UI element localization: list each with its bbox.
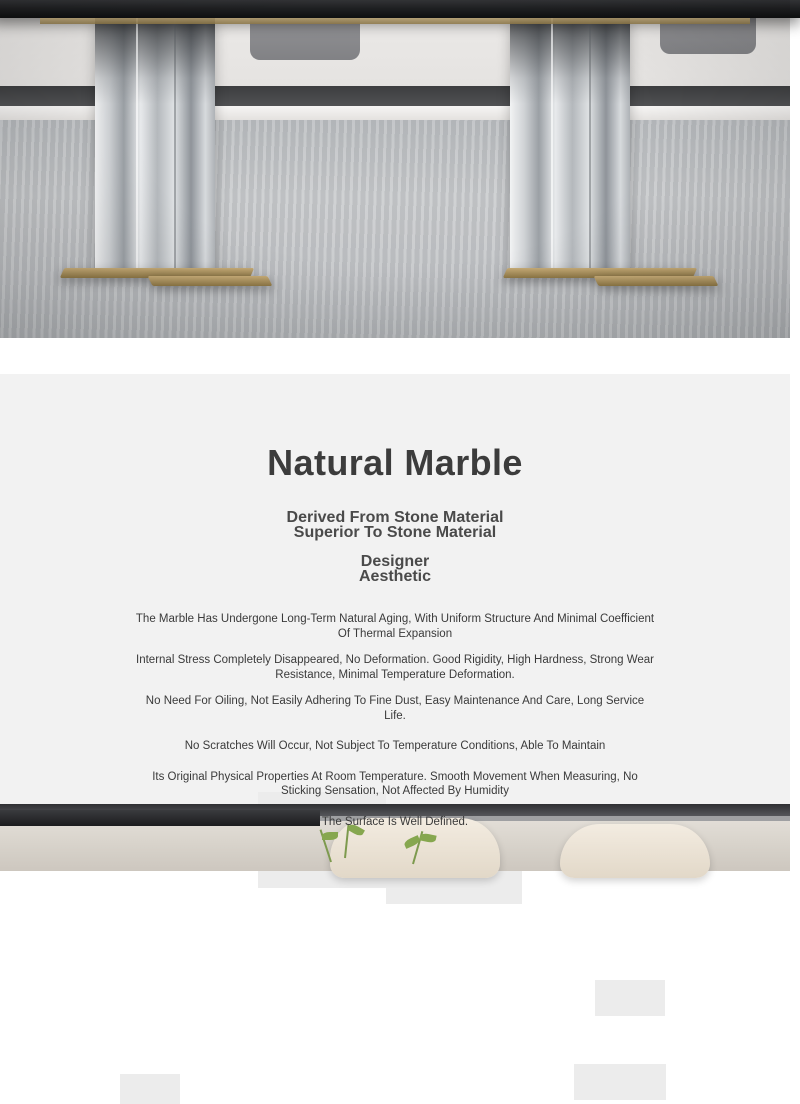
body-paragraph	[135, 815, 655, 830]
subtitle-line: Designer	[360, 553, 430, 570]
subtitle-group-two	[0, 554, 790, 584]
paragraph-text: Its Original Physical Properties At Room Temperature. Smooth Movement When Measuring, No Sticking Sensation, Not Affected By Humidity	[152, 770, 638, 797]
body-paragraph	[135, 770, 655, 799]
natural-marble-section	[0, 374, 790, 828]
body-paragraph	[135, 739, 655, 754]
paragraph-text: Internal Stress Completely Disappeared, No Deformation. Good Rigidity, High Hardness, Strong Wear Resistance, Minimal Temperature Deformation.	[136, 654, 654, 681]
paragraph-text: No Scratches Will Occur, Not Subject To Temperature Conditions, Able To Maintain	[184, 740, 606, 752]
page-title: Natural Marble	[267, 442, 523, 483]
background-block	[595, 980, 665, 1016]
subtitle-line: Derived From Stone Material	[286, 509, 504, 526]
paragraph-text: No Need For Oiling, Not Easily Adhering To Fine Dust, Easy Maintenance And Care, Long Service Life.	[145, 695, 645, 722]
paragraph-spacer	[0, 641, 790, 653]
paragraph-text: The Marble Has Undergone Long-Term Natural Aging, With Uniform Structure And Minimal Coefficient Of Thermal Expansion	[135, 613, 655, 640]
body-paragraph	[135, 694, 655, 723]
paragraph-spacer	[0, 682, 790, 694]
photo-plant-leaf	[322, 832, 338, 840]
photo-chair	[560, 824, 710, 878]
background-block	[120, 1074, 180, 1104]
subtitle-line: Superior To Stone Material	[293, 524, 497, 541]
paragraph-spacer	[0, 799, 790, 815]
product-photo-table-legs	[0, 0, 790, 338]
section-gap	[0, 338, 790, 374]
body-paragraph	[135, 653, 655, 682]
body-paragraph	[135, 612, 655, 641]
paragraph-spacer	[0, 754, 790, 770]
subtitle-group-one	[0, 510, 790, 540]
paragraph-spacer	[0, 723, 790, 739]
background-block	[574, 1064, 666, 1100]
photo-vignette	[0, 0, 790, 338]
subtitle-line: Aesthetic	[358, 568, 432, 585]
paragraph-text: The Surface Is Well Defined.	[321, 815, 469, 828]
